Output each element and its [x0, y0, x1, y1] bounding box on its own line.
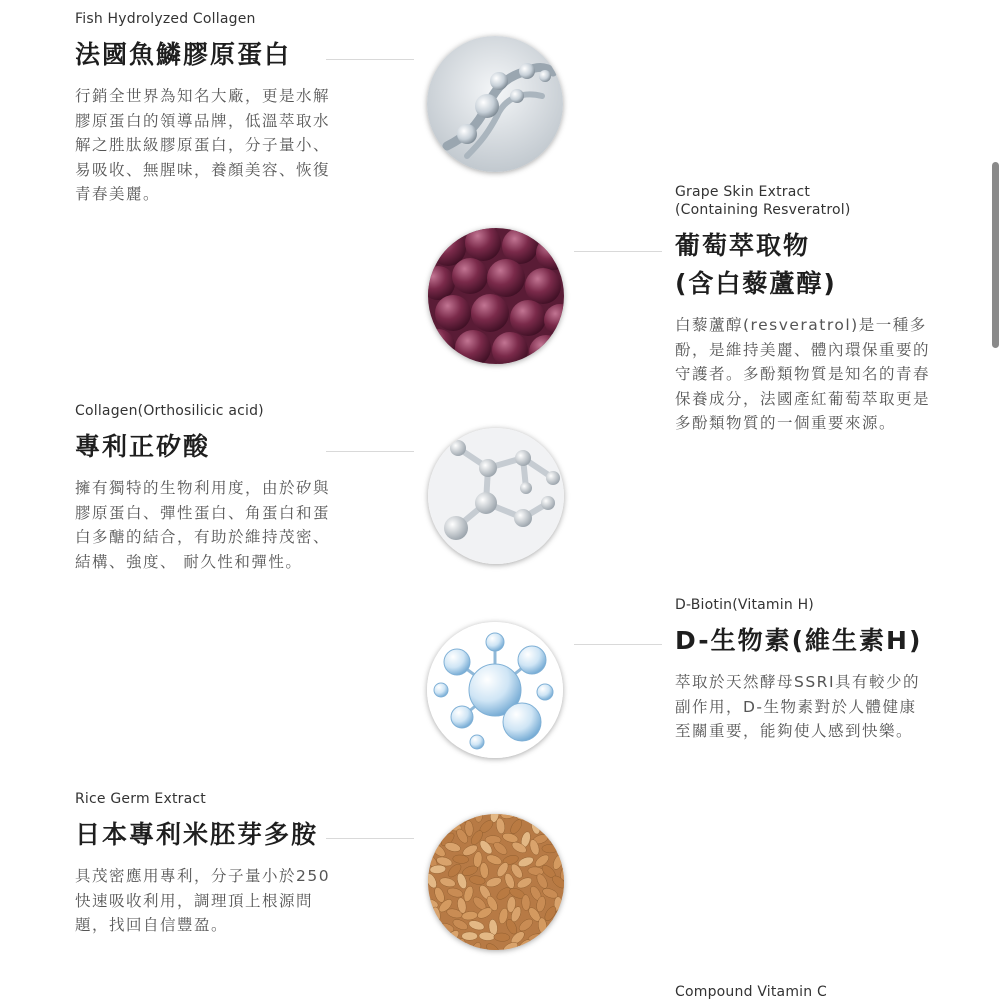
- section-fish-collagen: [75, 10, 330, 207]
- connector-line: [574, 251, 662, 252]
- section-en-label: Collagen(Orthosilicic acid): [75, 403, 264, 419]
- connector-line: [574, 644, 662, 645]
- section-en-label: D-Biotin(Vitamin H): [675, 597, 814, 613]
- connector-line: [326, 451, 414, 452]
- section-description: 白藜蘆醇(resveratrol)是一種多酚，是維持美麗、體內環保重要的守護者。多酚類物質是知名的青春保養成分，法國產紅葡萄萃取更是多酚類物質的一個重要來源。: [675, 316, 931, 432]
- section-d-biotin: [675, 596, 930, 744]
- section-en-label: Compound Vitamin C: [675, 984, 827, 1000]
- section-description: 擁有獨特的生物利用度，由於矽與膠原蛋白、彈性蛋白、角蛋白和蛋白多醣的結合，有助於維持茂密、結構、強度、 耐久性和彈性。: [75, 479, 331, 571]
- section-title: 葡萄萃取物 (含白藜蘆醇): [675, 231, 837, 298]
- section-description: 具茂密應用專利，分子量小於250快速吸收利用，調理頂上根源問題，找回自信豐盈。: [75, 867, 331, 934]
- section-en-label: Fish Hydrolyzed Collagen: [75, 11, 256, 27]
- grapes-icon: [428, 228, 564, 364]
- section-title: 專利正矽酸: [75, 432, 211, 461]
- section-title: 日本專利米胚芽多胺: [75, 820, 319, 849]
- biotin-bubbles-icon: [427, 622, 563, 758]
- section-en-label: Grape Skin Extract (Containing Resveratrol): [675, 184, 851, 218]
- scrollbar-thumb[interactable]: [992, 162, 999, 348]
- section-compound-vitamin-c: [675, 983, 930, 1001]
- connector-line: [326, 59, 414, 60]
- section-title: D-生物素(維生素H): [675, 626, 923, 655]
- collagen-molecule-icon: [427, 36, 563, 172]
- rice-grains-icon: [428, 814, 564, 950]
- section-orthosilicic-acid: [75, 402, 330, 574]
- section-rice-germ: [75, 790, 345, 938]
- section-grape-extract: [675, 183, 930, 436]
- silicic-molecule-icon: [428, 428, 564, 564]
- section-en-label: Rice Germ Extract: [75, 791, 206, 807]
- connector-line: [326, 838, 414, 839]
- section-description: 行銷全世界為知名大廠，更是水解膠原蛋白的領導品牌，低溫萃取水解之胜肽級膠原蛋白，分子量小、易吸收、無腥味，養顏美容、恢復青春美麗。: [75, 87, 331, 203]
- section-title: 法國魚鱗膠原蛋白: [75, 40, 292, 69]
- section-description: 萃取於天然酵母SSRI具有較少的副作用，D-生物素對於人體健康至關重要，能夠使人感到快樂。: [675, 673, 921, 740]
